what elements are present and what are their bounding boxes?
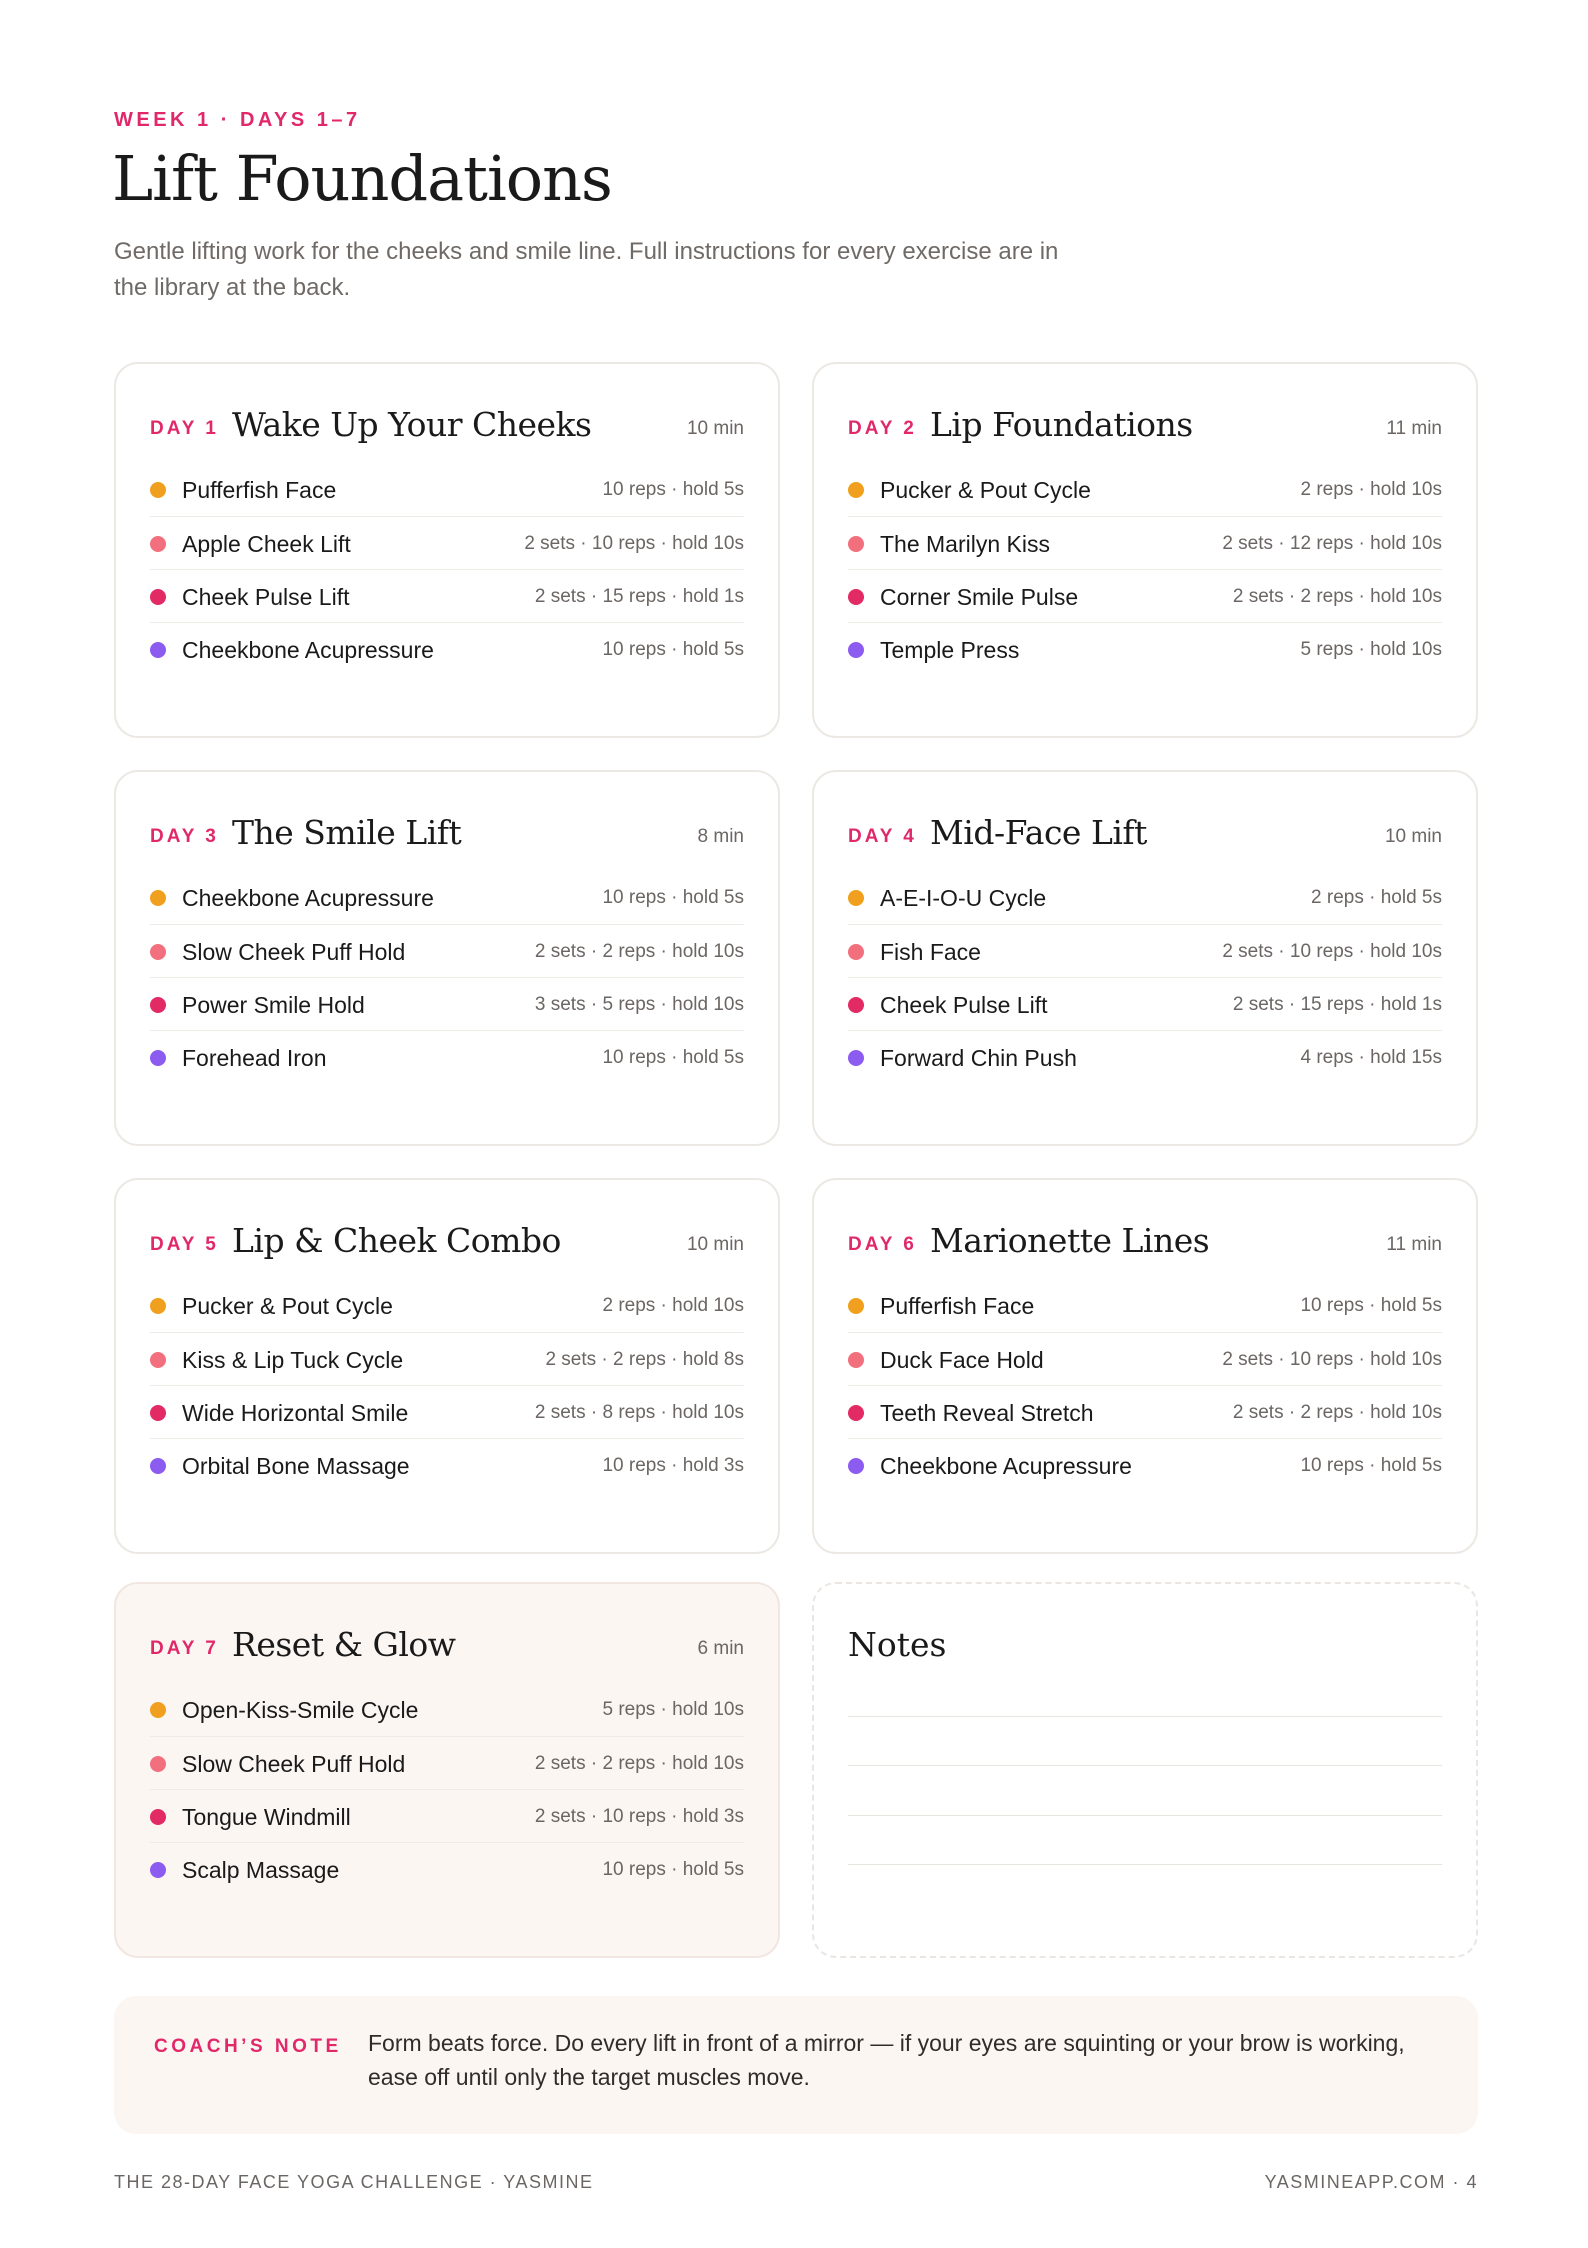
day-duration: 10 min	[686, 418, 744, 439]
bullet-dot-icon	[848, 1458, 864, 1474]
exercise-detail: 2 sets · 2 reps · hold 10s	[1232, 1402, 1442, 1423]
exercise-row	[150, 1332, 744, 1385]
day-title: Reset & Glow	[232, 1625, 456, 1664]
coach-note-label: COACH’S NOTE	[154, 2036, 342, 2057]
day-card-2	[812, 362, 1478, 738]
exercise-name: Duck Face Hold	[880, 1347, 1044, 1373]
note-line	[848, 1765, 1442, 1766]
exercise-name: Pucker & Pout Cycle	[182, 1293, 393, 1319]
exercise-row	[150, 622, 744, 675]
bullet-dot-icon	[848, 890, 864, 906]
note-line	[848, 1716, 1442, 1717]
day-tag: DAY 6	[848, 1234, 917, 1255]
bullet-dot-icon	[848, 944, 864, 960]
exercise-row	[848, 872, 1442, 924]
exercise-name: Cheekbone Acupressure	[182, 637, 434, 663]
exercise-list	[848, 464, 1442, 675]
exercise-detail: 2 sets · 2 reps · hold 10s	[1232, 586, 1442, 607]
exercise-name: A-E-I-O-U Cycle	[880, 885, 1047, 911]
exercise-row	[848, 516, 1442, 569]
exercise-name: Corner Smile Pulse	[880, 584, 1079, 610]
bullet-dot-icon	[150, 1352, 166, 1368]
bullet-dot-icon	[848, 1352, 864, 1368]
day-title: Wake Up Your Cheeks	[232, 405, 592, 444]
day-title: The Smile Lift	[232, 813, 462, 852]
bullet-dot-icon	[848, 536, 864, 552]
day-card-header	[150, 1216, 744, 1266]
bullet-dot-icon	[150, 536, 166, 552]
exercise-detail: 10 reps · hold 5s	[602, 1047, 744, 1068]
page-title: Lift Foundations	[112, 142, 612, 215]
day-tag: DAY 7	[150, 1638, 219, 1659]
day-card-header	[150, 1620, 744, 1670]
exercise-detail: 10 reps · hold 5s	[1300, 1455, 1442, 1476]
exercise-name: Cheekbone Acupressure	[182, 885, 434, 911]
exercise-list	[150, 1684, 744, 1895]
exercise-name: Apple Cheek Lift	[182, 531, 351, 557]
exercise-row	[150, 464, 744, 516]
bullet-dot-icon	[150, 890, 166, 906]
exercise-detail: 5 reps · hold 10s	[1300, 639, 1442, 660]
day-duration: 10 min	[1384, 826, 1442, 847]
exercise-row	[150, 1280, 744, 1332]
bullet-dot-icon	[150, 1756, 166, 1772]
exercise-detail: 10 reps · hold 5s	[602, 639, 744, 660]
day-duration: 6 min	[697, 1638, 744, 1659]
exercise-detail: 5 reps · hold 10s	[602, 1699, 744, 1720]
exercise-row	[150, 516, 744, 569]
exercise-name: Pufferfish Face	[182, 477, 337, 503]
bullet-dot-icon	[150, 997, 166, 1013]
exercise-row	[848, 1030, 1442, 1083]
exercise-detail: 2 sets · 2 reps · hold 8s	[545, 1349, 744, 1370]
day-card-3	[114, 770, 780, 1146]
exercise-detail: 2 reps · hold 5s	[1311, 887, 1442, 908]
exercise-detail: 3 sets · 5 reps · hold 10s	[534, 994, 744, 1015]
exercise-list	[150, 464, 744, 675]
bullet-dot-icon	[150, 642, 166, 658]
exercise-detail: 2 sets · 10 reps · hold 10s	[524, 533, 744, 554]
exercise-row	[848, 569, 1442, 622]
exercise-list	[848, 1280, 1442, 1491]
exercise-row	[848, 1280, 1442, 1332]
day-title: Mid-Face Lift	[930, 813, 1147, 852]
day-card-5	[114, 1178, 780, 1554]
exercise-detail: 2 sets · 12 reps · hold 10s	[1222, 533, 1442, 554]
day-duration: 8 min	[697, 826, 744, 847]
exercise-name: Teeth Reveal Stretch	[880, 1400, 1094, 1426]
day-tag: DAY 3	[150, 826, 219, 847]
day-card-header	[150, 808, 744, 858]
exercise-name: Open-Kiss-Smile Cycle	[182, 1697, 419, 1723]
exercise-name: Cheekbone Acupressure	[880, 1453, 1132, 1479]
exercise-row	[150, 1684, 744, 1736]
exercise-detail: 2 sets · 2 reps · hold 10s	[534, 941, 744, 962]
exercise-row	[848, 1332, 1442, 1385]
day-card-header	[848, 400, 1442, 450]
exercise-detail: 10 reps · hold 3s	[602, 1455, 744, 1476]
exercise-name: Orbital Bone Massage	[182, 1453, 410, 1479]
exercise-name: Wide Horizontal Smile	[182, 1400, 409, 1426]
bullet-dot-icon	[150, 1298, 166, 1314]
bullet-dot-icon	[848, 642, 864, 658]
exercise-name: Cheek Pulse Lift	[880, 992, 1048, 1018]
day-tag: DAY 2	[848, 418, 917, 439]
bullet-dot-icon	[848, 997, 864, 1013]
bullet-dot-icon	[150, 1862, 166, 1878]
bullet-dot-icon	[848, 1405, 864, 1421]
exercise-row	[848, 1438, 1442, 1491]
day-title: Lip Foundations	[930, 405, 1193, 444]
exercise-row	[848, 464, 1442, 516]
exercise-list	[150, 1280, 744, 1491]
footer-title: THE 28-DAY FACE YOGA CHALLENGE · YASMINE	[114, 2172, 594, 2192]
exercise-row	[150, 872, 744, 924]
exercise-row	[150, 1030, 744, 1083]
bullet-dot-icon	[848, 1050, 864, 1066]
exercise-name: Power Smile Hold	[182, 992, 365, 1018]
day-tag: DAY 1	[150, 418, 219, 439]
exercise-row	[848, 1385, 1442, 1438]
exercise-name: The Marilyn Kiss	[880, 531, 1050, 557]
exercise-name: Cheek Pulse Lift	[182, 584, 350, 610]
exercise-name: Temple Press	[880, 637, 1020, 663]
exercise-detail: 2 sets · 10 reps · hold 10s	[1222, 1349, 1442, 1370]
exercise-detail: 2 sets · 10 reps · hold 10s	[1222, 941, 1442, 962]
coach-note-text: Form beats force. Do every lift in front of a mirror — if your eyes are squinting or your brow is working, ease off until only the target muscles move.	[368, 2030, 1405, 2090]
notes-card	[812, 1582, 1478, 1958]
exercise-detail: 10 reps · hold 5s	[1300, 1295, 1442, 1316]
exercise-row	[150, 977, 744, 1030]
bullet-dot-icon	[150, 944, 166, 960]
exercise-name: Pufferfish Face	[880, 1293, 1035, 1319]
exercise-name: Fish Face	[880, 939, 981, 965]
exercise-row	[150, 1438, 744, 1491]
day-tag: DAY 5	[150, 1234, 219, 1255]
exercise-detail: 4 reps · hold 15s	[1300, 1047, 1442, 1068]
bullet-dot-icon	[150, 482, 166, 498]
exercise-detail: 10 reps · hold 5s	[602, 479, 744, 500]
exercise-detail: 2 sets · 15 reps · hold 1s	[534, 586, 744, 607]
exercise-name: Kiss & Lip Tuck Cycle	[182, 1347, 404, 1373]
exercise-detail: 10 reps · hold 5s	[602, 1859, 744, 1880]
exercise-row	[150, 1842, 744, 1895]
day-duration: 11 min	[1386, 1234, 1442, 1255]
exercise-detail: 10 reps · hold 5s	[602, 887, 744, 908]
note-line	[848, 1864, 1442, 1865]
exercise-name: Slow Cheek Puff Hold	[182, 939, 406, 965]
day-duration: 10 min	[686, 1234, 744, 1255]
bullet-dot-icon	[848, 482, 864, 498]
day-card-6	[812, 1178, 1478, 1554]
exercise-row	[848, 977, 1442, 1030]
day-card-header	[848, 1216, 1442, 1266]
exercise-list	[848, 872, 1442, 1083]
day-duration: 11 min	[1386, 418, 1442, 439]
exercise-detail: 2 sets · 10 reps · hold 3s	[534, 1806, 744, 1827]
exercise-detail: 2 reps · hold 10s	[1300, 479, 1442, 500]
exercise-name: Scalp Massage	[182, 1857, 340, 1883]
exercise-row	[150, 569, 744, 622]
day-title: Marionette Lines	[930, 1221, 1210, 1260]
exercise-name: Slow Cheek Puff Hold	[182, 1751, 406, 1777]
bullet-dot-icon	[848, 1298, 864, 1314]
exercise-detail: 2 reps · hold 10s	[602, 1295, 744, 1316]
week-eyebrow: WEEK 1 · DAYS 1–7	[114, 109, 361, 131]
exercise-name: Forehead Iron	[182, 1045, 327, 1071]
day-card-header	[848, 808, 1442, 858]
footer-page: YASMINEAPP.COM · 4	[1264, 2172, 1478, 2192]
exercise-name: Tongue Windmill	[182, 1804, 351, 1830]
bullet-dot-icon	[848, 589, 864, 605]
note-line	[848, 1815, 1442, 1816]
bullet-dot-icon	[150, 1809, 166, 1825]
exercise-row	[150, 924, 744, 977]
exercise-row	[150, 1736, 744, 1789]
day-title: Lip & Cheek Combo	[232, 1221, 561, 1260]
exercise-detail: 2 sets · 2 reps · hold 10s	[534, 1753, 744, 1774]
exercise-row	[848, 924, 1442, 977]
day-card-4	[812, 770, 1478, 1146]
notes-title: Notes	[848, 1625, 947, 1664]
bullet-dot-icon	[150, 589, 166, 605]
exercise-name: Forward Chin Push	[880, 1045, 1077, 1071]
day-card-7	[114, 1582, 780, 1958]
intro-text: Gentle lifting work for the cheeks and smile line. Full instructions for every exercise are in the library at the back.	[114, 238, 1059, 301]
exercise-row	[848, 622, 1442, 675]
exercise-detail: 2 sets · 8 reps · hold 10s	[534, 1402, 744, 1423]
day-card-header	[150, 400, 744, 450]
coach-note	[114, 1996, 1478, 2134]
bullet-dot-icon	[150, 1458, 166, 1474]
day-tag: DAY 4	[848, 826, 917, 847]
exercise-name: Pucker & Pout Cycle	[880, 477, 1091, 503]
exercise-row	[150, 1789, 744, 1842]
exercise-row	[150, 1385, 744, 1438]
exercise-list	[150, 872, 744, 1083]
bullet-dot-icon	[150, 1702, 166, 1718]
day-card-1	[114, 362, 780, 738]
bullet-dot-icon	[150, 1405, 166, 1421]
bullet-dot-icon	[150, 1050, 166, 1066]
exercise-detail: 2 sets · 15 reps · hold 1s	[1232, 994, 1442, 1015]
